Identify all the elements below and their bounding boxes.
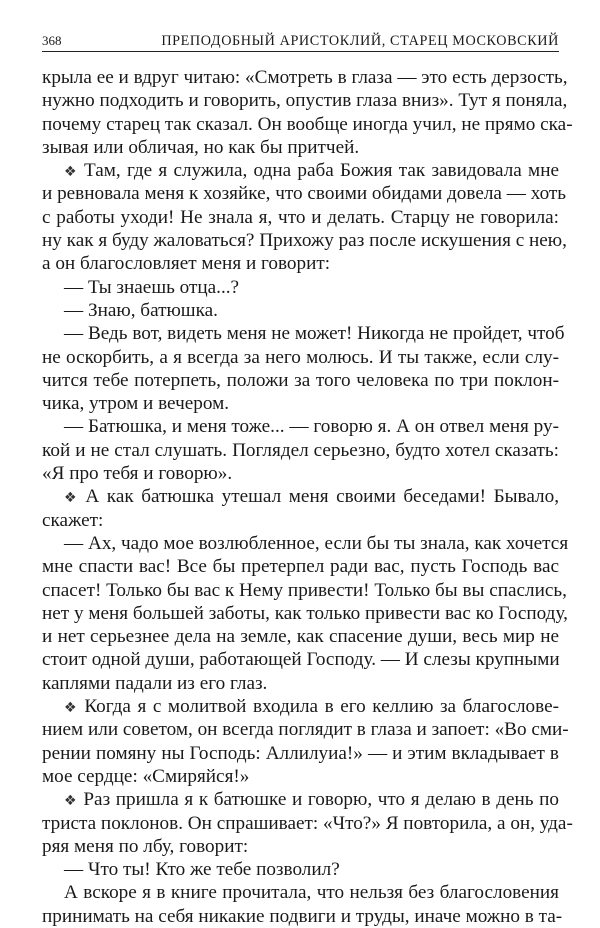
line-text: не оскорбить, а я всегда за него молюсь. И ты также, если слу- [42, 346, 559, 368]
text-line [42, 415, 559, 438]
text-line [42, 788, 559, 811]
text-line [42, 136, 559, 159]
text-line [42, 812, 573, 835]
text-line [42, 881, 559, 904]
text-line [42, 905, 563, 928]
line-text: крыла ее и вдруг читаю: «Смотреть в глаза — это есть дерзость, [42, 67, 568, 88]
line-text: принимать на себя никакие подвиги и труды, иначе можно в та- [42, 905, 563, 927]
text-line [42, 392, 559, 415]
running-header [42, 33, 559, 52]
ornament-icon: ❖ [64, 490, 80, 507]
text-line [42, 579, 567, 602]
body-text [42, 66, 573, 928]
line-text: Раз пришла я к батюшке и говорю, что я делаю в день по [83, 789, 559, 811]
line-text: нием или советом, он всегда поглядит в глаза и запоет: «Во сми- [42, 719, 569, 741]
text-line [42, 113, 573, 136]
line-text: кой и не стал слушать. Поглядел серьезно, будто хотел сказать: [42, 439, 559, 461]
text-line [42, 462, 559, 485]
text-line [42, 695, 559, 718]
text-line [42, 648, 559, 671]
text-line [42, 252, 559, 275]
line-text: Там, где я служила, одна раба Божия так завидовала мне [84, 160, 559, 182]
line-text: мне спасти вас! Все бы претерпел ради вас, пусть Господь вас [42, 556, 559, 578]
text-line [42, 625, 559, 648]
text-line [42, 369, 559, 392]
line-text: чика, утром и вечером. [42, 393, 230, 415]
line-text: ряя меня по лбу, говорит: [42, 835, 249, 857]
ornament-icon: ❖ [64, 164, 78, 181]
text-line [42, 346, 559, 369]
line-text: Когда я с молитвой входила в его келлию за благослове- [84, 696, 559, 718]
line-text: спасет! Только бы вас к Нему привести! Только бы вы спаслись, [42, 579, 567, 601]
text-line [42, 182, 567, 205]
text-line [42, 66, 568, 89]
page-number: 368 [42, 33, 62, 48]
line-text: — Ведь вот, видеть меня не может! Никогда не пройдет, чтоб [64, 323, 565, 345]
text-line [42, 89, 568, 112]
line-text: стоит одной души, работающей Господу. — И слезы крупными [42, 649, 560, 671]
line-text: скажет: [42, 509, 104, 531]
line-text: почему старец так сказал. Он вообще иногда учил, не прямо ска- [42, 113, 573, 135]
line-text: каплями падали из его глаз. [42, 672, 268, 694]
text-line [42, 299, 559, 322]
text-line [42, 835, 559, 858]
text-line [42, 742, 559, 765]
line-text: мое сердце: «Смиряйся!» [42, 765, 250, 787]
text-line [42, 718, 569, 741]
line-text: А вскоре я в книге прочитала, что нельзя без благословения [64, 882, 559, 904]
text-line [42, 439, 559, 462]
line-text: — Ты знаешь отца...? [64, 276, 240, 298]
line-text: триста поклонов. Он спрашивает: «Что?» Я повторила, а он, уда- [42, 812, 573, 834]
text-line [42, 509, 559, 532]
text-line [42, 206, 559, 229]
line-text: А как батюшка утешал меня своими беседами! Бывало, [85, 486, 559, 508]
text-line [42, 672, 559, 695]
text-line [42, 555, 559, 578]
line-text: чится тебе потерпеть, положи за того человека по три поклон- [42, 369, 559, 391]
text-line [42, 276, 559, 299]
line-text: и нет серьезнее дела на земле, как спасение души, весь мир не [42, 626, 559, 648]
line-text: — Батюшка, и меня тоже... — говорю я. А он отвел меня ру- [64, 416, 559, 438]
text-line [42, 322, 565, 345]
ornament-icon: ❖ [64, 700, 79, 717]
line-text: нет у меня большей заботы, как только привести вас ко Господу, [42, 602, 568, 624]
line-text: нужно подходить и говорить, опустив глаза вниз». Тут я поняла, [42, 90, 568, 112]
text-line [42, 532, 569, 555]
text-line [42, 858, 559, 881]
ornament-icon: ❖ [64, 793, 78, 810]
text-line [42, 229, 567, 252]
line-text: «Я про тебя и говорю». [42, 463, 233, 485]
line-text: — Знаю, батюшка. [64, 299, 218, 321]
text-line [42, 485, 559, 508]
line-text: зывая или обличая, но как бы притчей. [42, 136, 360, 158]
line-text: рении помяну ны Господь: Аллилуиа!» — и этим вкладывает в [42, 742, 559, 764]
line-text: и ревновала меня к хозяйке, что своими обидами довела — хоть [42, 183, 567, 205]
line-text: ну как я буду жаловаться? Прихожу раз после искушения с нею, [42, 230, 567, 252]
text-line [42, 765, 559, 788]
running-title: ПРЕПОДОБНЫЙ АРИСТОКЛИЙ, СТАРЕЦ МОСКОВСКИЙ [161, 33, 559, 49]
line-text: — Ах, чадо мое возлюбленное, если бы ты знала, как хочется [64, 532, 569, 554]
line-text: с работы уходи! Не знала я, что и делать. Старцу не говорила: [42, 206, 559, 228]
line-text: а он благословляет меня и говорит: [42, 253, 331, 275]
text-line [42, 159, 559, 182]
text-line [42, 602, 568, 625]
line-text: — Что ты! Кто же тебе позволил? [64, 859, 340, 881]
